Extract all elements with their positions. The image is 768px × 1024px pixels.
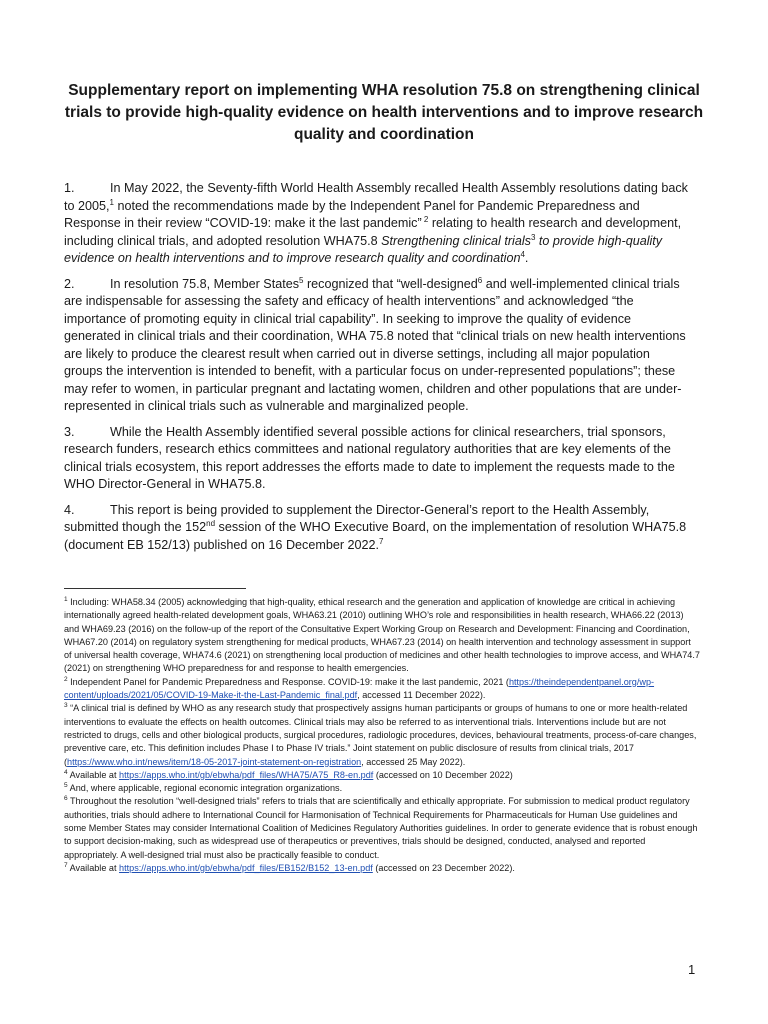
footnote-mark: 4 — [64, 768, 68, 776]
footnote-text: , accessed 11 December 2022). — [357, 690, 486, 701]
footnote-ref: 1 — [109, 197, 114, 207]
footnote-mark: 5 — [64, 782, 68, 790]
footnote-5 — [64, 782, 700, 795]
footnote-2 — [64, 676, 700, 703]
paragraph-3 — [64, 424, 688, 494]
footnote-ref: 2 — [421, 214, 429, 224]
footnote-link[interactable]: https://apps.who.int/gb/ebwha/pdf_files/WHA75/A75_R8-en.pdf — [119, 769, 374, 780]
paragraph-text: relating to health research and development, including clinical trials, and adopted resolution WHA75.8 — [64, 216, 682, 248]
document-body — [64, 180, 688, 562]
ordinal-suffix: nd — [206, 518, 216, 528]
footnote-ref: 6 — [477, 275, 483, 285]
page-number: 1 — [688, 962, 696, 977]
footnotes — [64, 596, 700, 875]
footnote-text: “A clinical trial is defined by WHO as any research study that prospectively assigns human participants or groups of humans to one or more health-related interventions to evaluate the effects on health outcomes. Clinical trials may also be referred to as interventional trials. Interventions include but are not restricted to drugs, cells and other biological products, surgical procedures, radiologic procedures, devices, behavioural treatments, process-of-care changes, preventive care, etc. This definition includes Phase I to Phase IV trials.” Joint statement on public disclosure of results from clinical trials, 2017 ( — [64, 703, 697, 767]
footnote-6 — [64, 795, 700, 861]
resolution-title-italic: Strengthening clinical trials — [381, 233, 531, 248]
footnote-text: Available at — [67, 769, 120, 780]
paragraph-text: While the Health Assembly identified several possible actions for clinical researchers, trial sponsors, research funders, research ethics committees and national regulatory authorities that are key elements of the clinical trials ecosystem, this report addresses the efforts made to date to implement the requests made to the WHO Director-General in WHA75.8. — [64, 424, 675, 491]
footnote-ref: 4 — [520, 249, 525, 259]
paragraph-text: . — [524, 251, 529, 265]
paragraph-text: noted the recommendations made by the Independent Panel for Pandemic Preparedness and Response in their review “COVID-19: make it the last pandemic” — [64, 198, 640, 230]
paragraph-text: In resolution 75.8, Member States — [110, 276, 300, 291]
footnote-mark: 1 — [64, 595, 68, 603]
paragraph-number: 2. — [64, 276, 75, 291]
footnote-mark: 3 — [64, 702, 68, 710]
paragraph-text: This report is being provided to supplement the Director-General’s report to the Health Assembly, submitted though the 152 — [64, 502, 650, 534]
footnote-text: , accessed 25 May 2022). — [361, 756, 466, 767]
footnote-7 — [64, 862, 700, 875]
footnote-mark: 6 — [64, 795, 68, 803]
footnote-1 — [64, 596, 700, 676]
paragraph-number: 3. — [64, 424, 75, 439]
footnote-3 — [64, 702, 700, 768]
footnote-text: (accessed on 23 December 2022). — [372, 862, 515, 873]
footnote-mark: 2 — [64, 675, 68, 683]
footnote-text: (accessed on 10 December 2022) — [373, 769, 513, 780]
paragraph-text: In May 2022, the Seventy-fifth World Health Assembly recalled Health Assembly resolutions dating back to 2005, — [64, 181, 688, 213]
footnote-link[interactable]: https://apps.who.int/gb/ebwha/pdf_files/EB152/B152_13-en.pdf — [119, 862, 373, 873]
footnote-ref: 3 — [530, 232, 536, 242]
document-title: Supplementary report on implementing WHA resolution 75.8 on strengthening clinical trials to provide high-quality evidence on health interventions and to improve research quality and coordination — [64, 82, 704, 143]
footnote-link[interactable]: https://www.who.int/news/item/18-05-2017-joint-statement-on-registration — [67, 756, 362, 767]
paragraph-text: session of the WHO Executive Board, on the implementation of resolution WHA75.8 (document EB 152/13) published on 16 December 2022. — [64, 520, 687, 552]
paragraph-number: 4. — [64, 502, 75, 517]
footnote-ref: 7 — [379, 536, 384, 546]
footnote-text: And, where applicable, regional economic integration organizations. — [67, 783, 343, 794]
paragraph-2 — [64, 276, 688, 416]
footnote-4 — [64, 769, 700, 782]
paragraph-1 — [64, 180, 688, 268]
footnote-ref: 5 — [299, 275, 304, 285]
footnote-text: Available at — [67, 862, 120, 873]
footnote-mark: 7 — [64, 861, 68, 869]
footnote-text: Throughout the resolution “well-designed trials” refers to trials that are scientifically and ethically appropriate. For submission to medical product regulatory authorities, trials should adhere to International Council for Harmonisation of Technical Requirements for Pharmaceuticals for Human Use guidelines and some Member States may consider International Coalition of Medicines Regulatory Authorities guidelines. In order to generate evidence that is robust enough to support decision-making, such as widespread use of therapeutics or preventives, trials should be designed, conducted, analysed and reported appropriately. A well-designed trial must also be practically feasible to conduct. — [64, 796, 698, 860]
paragraph-number: 1. — [64, 181, 75, 195]
paragraph-text: and well-implemented clinical trials are indispensable for assessing the safety and efficacy of health interventions” and acknowledged “the importance of promoting equity in clinical trial capability”. In seeking to improve the quality of evidence generated in clinical trials and their coordination, WHA 75.8 noted that “clinical trials on new health interventions are likely to produce the clearest result when carried out in diverse settings, including all major population groups the intervention is intended to benefit, with a particular focus on under-represented populations”; these may refer to women, in particular pregnant and lactating women, children and other populations that are under-represented in clinical trials such as vulnerable and marginalized people. — [64, 276, 686, 413]
footnote-separator — [64, 588, 246, 589]
footnote-text: Including: WHA58.34 (2005) acknowledging that high-quality, ethical research and the generation and application of knowledge are critical in achieving internationally agreed health-related development goals, WHA63.21 (2010) outlining WHO’s role and responsibilities in health research, WHA66.22 (2013) and WHA69.23 (2016) on the follow-up of the report of the Consultative Expert Working Group on Research and Development: Financing and Coordination, WHA67.20 (2014) on regulatory system strengthening for medical products, WHA67.23 (2014) on health intervention and technology assessment in support of universal health coverage, WHA74.6 (2021) on strengthening local production of medicines and other health technologies to improve access, and WHA74.7 (2021) on strengthening WHO preparedness for and response to health emergencies. — [64, 597, 700, 674]
paragraph-4 — [64, 502, 688, 555]
footnote-link[interactable]: https://theindependentpanel.org/wp-content/uploads/2021/05/COVID-19-Make-it-the-Last-Pandemic_final.pdf — [64, 676, 655, 701]
resolution-title-italic: to provide high-quality evidence on health interventions and to improve research quality and coordination — [64, 233, 663, 265]
paragraph-text: recognized that “well-designed — [303, 276, 478, 291]
footnote-text: Independent Panel for Pandemic Preparedness and Response. COVID-19: make it the last pandemic, 2021 ( — [67, 676, 509, 687]
